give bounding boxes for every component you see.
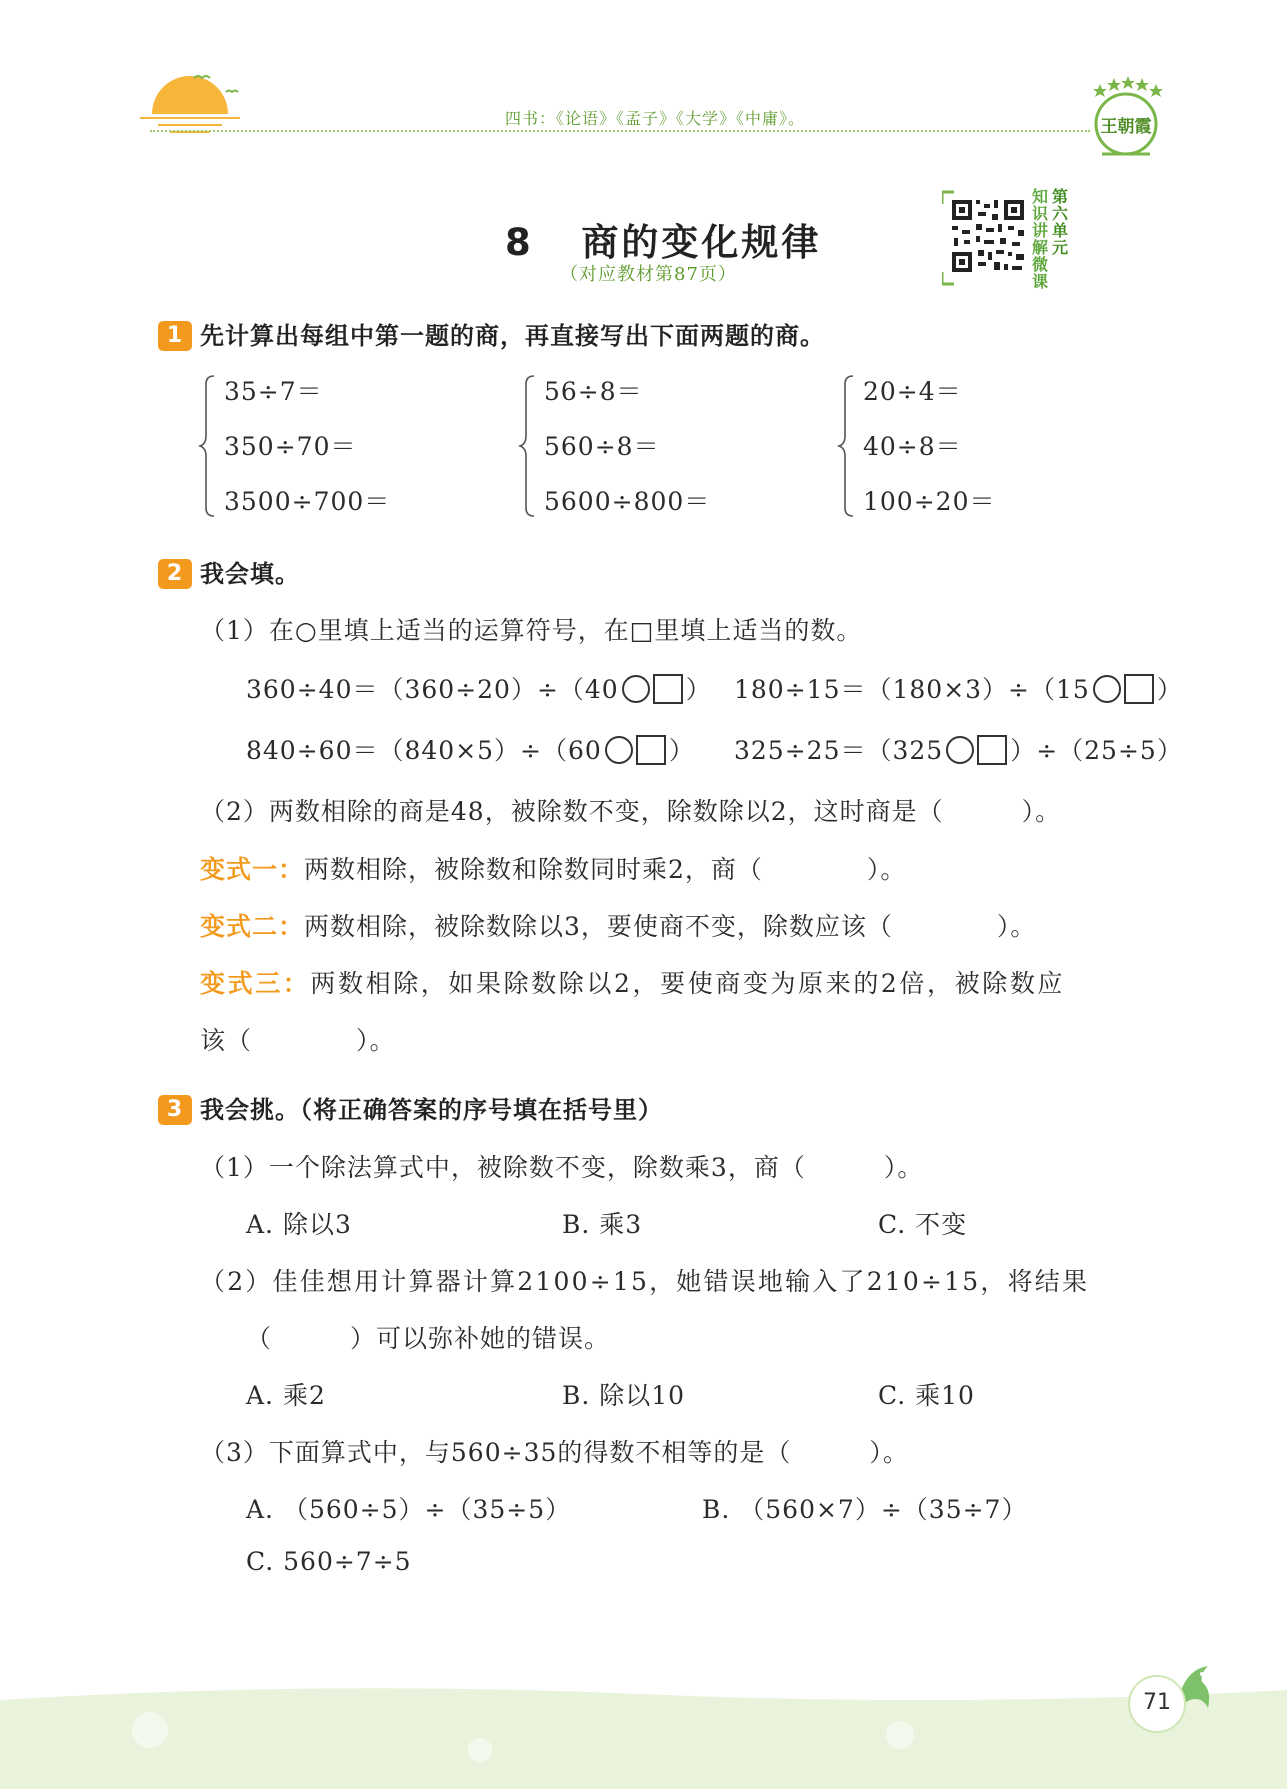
lesson-title — [505, 212, 821, 266]
q2-part1-text: （1）在○里填上适当的运算符号，在□里填上适当的数。 — [200, 616, 863, 645]
q2-variant3 — [200, 964, 1065, 1000]
variant2-text: 两数相除，被除数除以3，要使商不变，除数应该（ ）。 — [304, 912, 1037, 941]
header-motto: 四书：《论语》《孟子》《大学》《中庸》。 — [505, 109, 806, 128]
q1-instruction: 先计算出每组中第一题的商，再直接写出下面两题的商。 — [200, 322, 825, 350]
lesson-name: 商的变化规律 — [581, 221, 822, 264]
variant3-text: 两数相除，如果除数除以2，要使商变为原来的2倍，被除数应 — [310, 969, 1066, 998]
q3-part1-text: （1）一个除法算式中，被除数不变，除数乘3，商（ ）。 — [200, 1153, 924, 1182]
q2-eq1-right: ） — [685, 675, 712, 704]
brace-icon — [837, 372, 861, 522]
brace-icon — [198, 372, 222, 522]
q1-group-2 — [518, 372, 758, 532]
q2-eq1-left: 360÷40＝（360÷20）÷（40 — [246, 675, 619, 704]
q3-p3-option-c[interactable]: C. 560÷7÷5 — [246, 1547, 412, 1576]
operator-circle[interactable] — [1093, 675, 1121, 703]
q3-p3-option-a[interactable]: A. （560÷5）÷（35÷5） — [246, 1495, 572, 1524]
q1-g1-eq1: 35÷7＝ — [224, 377, 323, 406]
q1-group-1 — [198, 372, 438, 532]
q3-p1-option-c[interactable]: C. 不变 — [878, 1210, 968, 1239]
q2-eq4-right: ）÷（25÷5） — [1010, 736, 1183, 765]
q2-variant1 — [200, 850, 906, 886]
q1-g1-eq3: 3500÷700＝ — [224, 487, 391, 516]
q1-g1-eq2: 350÷70＝ — [224, 432, 357, 461]
q1-g3-eq1: 20÷4＝ — [863, 377, 962, 406]
brand-logo-text: 王朝霞 — [1100, 117, 1152, 137]
lesson-number: 8 — [505, 221, 534, 264]
q3-instruction: 我会挑。（将正确答案的序号填在括号里） — [200, 1096, 663, 1124]
q3-part2-text: （2）佳佳想用计算器计算2100÷15，她错误地输入了210÷15，将结果 — [200, 1267, 1090, 1296]
q3-p3-option-b[interactable]: B. （560×7）÷（35÷7） — [702, 1495, 1028, 1524]
variant3-label: 变式三： — [200, 969, 311, 998]
q1-g2-eq1: 56÷8＝ — [544, 377, 643, 406]
q3-p2-option-c[interactable]: C. 乘10 — [878, 1381, 975, 1410]
page-number: 71 — [1128, 1675, 1186, 1733]
q1-g3-eq3: 100÷20＝ — [863, 487, 996, 516]
header-dotted-line — [150, 130, 1090, 132]
qr-label-col2: 第六单元 — [1051, 187, 1068, 257]
q2-instruction: 我会填。 — [200, 560, 300, 588]
q3-number-badge: 3 — [158, 1095, 192, 1125]
variant1-text: 两数相除，被除数和除数同时乘2，商（ ）。 — [304, 855, 907, 884]
qr-label — [1030, 188, 1076, 290]
q1-heading — [158, 316, 825, 351]
qr-label-col1: 知识讲解微课 — [1031, 187, 1048, 291]
number-box[interactable] — [653, 674, 683, 704]
q2-eq3 — [246, 731, 695, 767]
q2-eq2-right: ） — [1156, 675, 1183, 704]
q1-group-3 — [837, 372, 1077, 532]
number-box[interactable] — [636, 735, 666, 765]
q1-number-badge: 1 — [158, 321, 192, 351]
brace-icon — [518, 372, 542, 522]
q1-g3-eq2: 40÷8＝ — [863, 432, 962, 461]
q2-eq2 — [734, 670, 1183, 706]
q3-p2-option-a[interactable]: A. 乘2 — [246, 1381, 326, 1410]
q3-heading — [158, 1090, 663, 1125]
q3-p2-option-b[interactable]: B. 除以10 — [562, 1381, 686, 1410]
number-box[interactable] — [977, 735, 1007, 765]
q2-eq4-left: 325÷25＝（325 — [734, 736, 944, 765]
q2-eq3-right: ） — [668, 736, 695, 765]
q3-p1-option-a[interactable]: A. 除以3 — [246, 1210, 352, 1239]
operator-circle[interactable] — [622, 675, 650, 703]
q2-variant3-cont: 该（ ）。 — [200, 1026, 396, 1055]
q3-part2-cont: （ ）可以弥补她的错误。 — [246, 1324, 611, 1353]
variant2-label: 变式二： — [200, 912, 305, 941]
number-box[interactable] — [1124, 674, 1154, 704]
q2-variant2 — [200, 907, 1036, 943]
operator-circle[interactable] — [605, 736, 633, 764]
q1-g2-eq2: 560÷8＝ — [544, 432, 660, 461]
q2-heading — [158, 554, 300, 589]
lesson-subtitle: （对应教材第87页） — [560, 264, 737, 285]
operator-circle[interactable] — [946, 736, 974, 764]
footer-background — [0, 1680, 1287, 1789]
q2-part2-text: （2）两数相除的商是48，被除数不变，除数除以2，这时商是（ ）。 — [200, 797, 1062, 826]
q2-number-badge: 2 — [158, 559, 192, 589]
q3-part3-text: （3）下面算式中，与560÷35的得数不相等的是（ ）。 — [200, 1438, 909, 1467]
q2-eq2-left: 180÷15＝（180×3）÷（15 — [734, 675, 1090, 704]
q2-eq1 — [246, 670, 712, 706]
q3-p1-option-b[interactable]: B. 乘3 — [562, 1210, 643, 1239]
q2-eq3-left: 840÷60＝（840×5）÷（60 — [246, 736, 602, 765]
q2-eq4 — [734, 731, 1183, 767]
brand-logo — [1080, 74, 1170, 164]
q1-g2-eq3: 5600÷800＝ — [544, 487, 711, 516]
variant1-label: 变式一： — [200, 855, 305, 884]
